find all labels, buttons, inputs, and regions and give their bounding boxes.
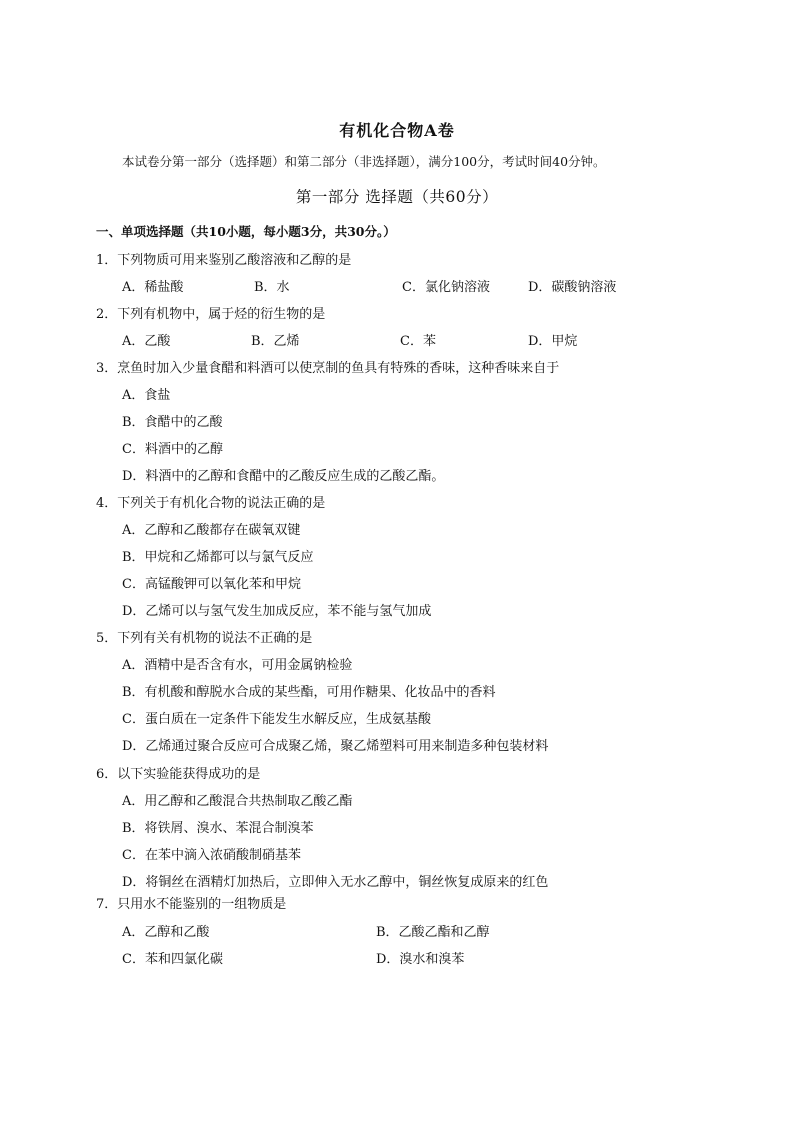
option: A．乙酸 xyxy=(122,334,171,349)
option: C．蛋白质在一定条件下能发生水解反应，生成氨基酸 xyxy=(122,712,431,727)
option: D．乙烯可以与氢气发生加成反应，苯不能与氢气加成 xyxy=(122,604,432,619)
question-stem: 1．下列物质可用来鉴别乙酸溶液和乙醇的是 xyxy=(96,253,352,268)
option: C．料酒中的乙醇 xyxy=(122,442,223,457)
option: A．乙醇和乙酸 xyxy=(122,925,210,940)
question-stem: 2．下列有机物中，属于烃的衍生物的是 xyxy=(96,307,326,322)
option: D．乙烯通过聚合反应可合成聚乙烯，聚乙烯塑料可用来制造多种包装材料 xyxy=(122,739,549,754)
option: B．水 xyxy=(254,280,290,295)
option: B．乙烯 xyxy=(251,334,300,349)
option: B．乙酸乙酯和乙醇 xyxy=(376,925,490,940)
option: A．稀盐酸 xyxy=(122,280,184,295)
option: B．有机酸和醇脱水合成的某些酯，可用作糖果、化妆品中的香料 xyxy=(122,685,496,700)
exam-intro: 本试卷分第一部分（选择题）和第二部分（非选择题），满分100分，考试时间40分钟。 xyxy=(122,154,606,169)
option: B．将铁屑、溴水、苯混合制溴苯 xyxy=(122,821,314,836)
option: C．苯和四氯化碳 xyxy=(122,952,223,967)
option: B．甲烷和乙烯都可以与氯气反应 xyxy=(122,550,314,565)
option: D．将铜丝在酒精灯加热后，立即伸入无水乙醇中，铜丝恢复成原来的红色 xyxy=(122,875,549,890)
option: A．食盐 xyxy=(122,388,171,403)
option: D．溴水和溴苯 xyxy=(376,952,465,967)
option: A．乙醇和乙酸都存在碳氧双键 xyxy=(122,523,301,538)
question-stem: 7．只用水不能鉴别的一组物质是 xyxy=(96,897,287,912)
option: D．料酒中的乙醇和食醋中的乙酸反应生成的乙酸乙酯。 xyxy=(122,469,445,484)
section-heading: 一、单项选择题（共10小题，每小题3分，共30分。） xyxy=(96,224,396,239)
option: B．食醋中的乙酸 xyxy=(122,415,223,430)
option: A．用乙醇和乙酸混合共热制取乙酸乙酯 xyxy=(122,794,353,809)
part-heading: 第一部分 选择题（共60分） xyxy=(295,188,499,206)
question-stem: 6．以下实验能获得成功的是 xyxy=(96,767,261,782)
option: C．苯 xyxy=(400,334,436,349)
question-stem: 3．烹鱼时加入少量食醋和料酒可以使烹制的鱼具有特殊的香味，这种香味来自于 xyxy=(96,361,560,376)
option: C．氯化钠溶液 xyxy=(402,280,490,295)
option: D．碳酸钠溶液 xyxy=(528,280,617,295)
option: C．高锰酸钾可以氧化苯和甲烷 xyxy=(122,577,301,592)
question-stem: 5．下列有关有机物的说法不正确的是 xyxy=(96,631,313,646)
question-stem: 4．下列关于有机化合物的说法正确的是 xyxy=(96,496,326,511)
option: A．酒精中是否含有水，可用金属钠检验 xyxy=(122,658,353,673)
option: D．甲烷 xyxy=(528,334,578,349)
page-title: 有机化合物A卷 xyxy=(339,121,455,140)
option: C．在苯中滴入浓硝酸制硝基苯 xyxy=(122,848,301,863)
